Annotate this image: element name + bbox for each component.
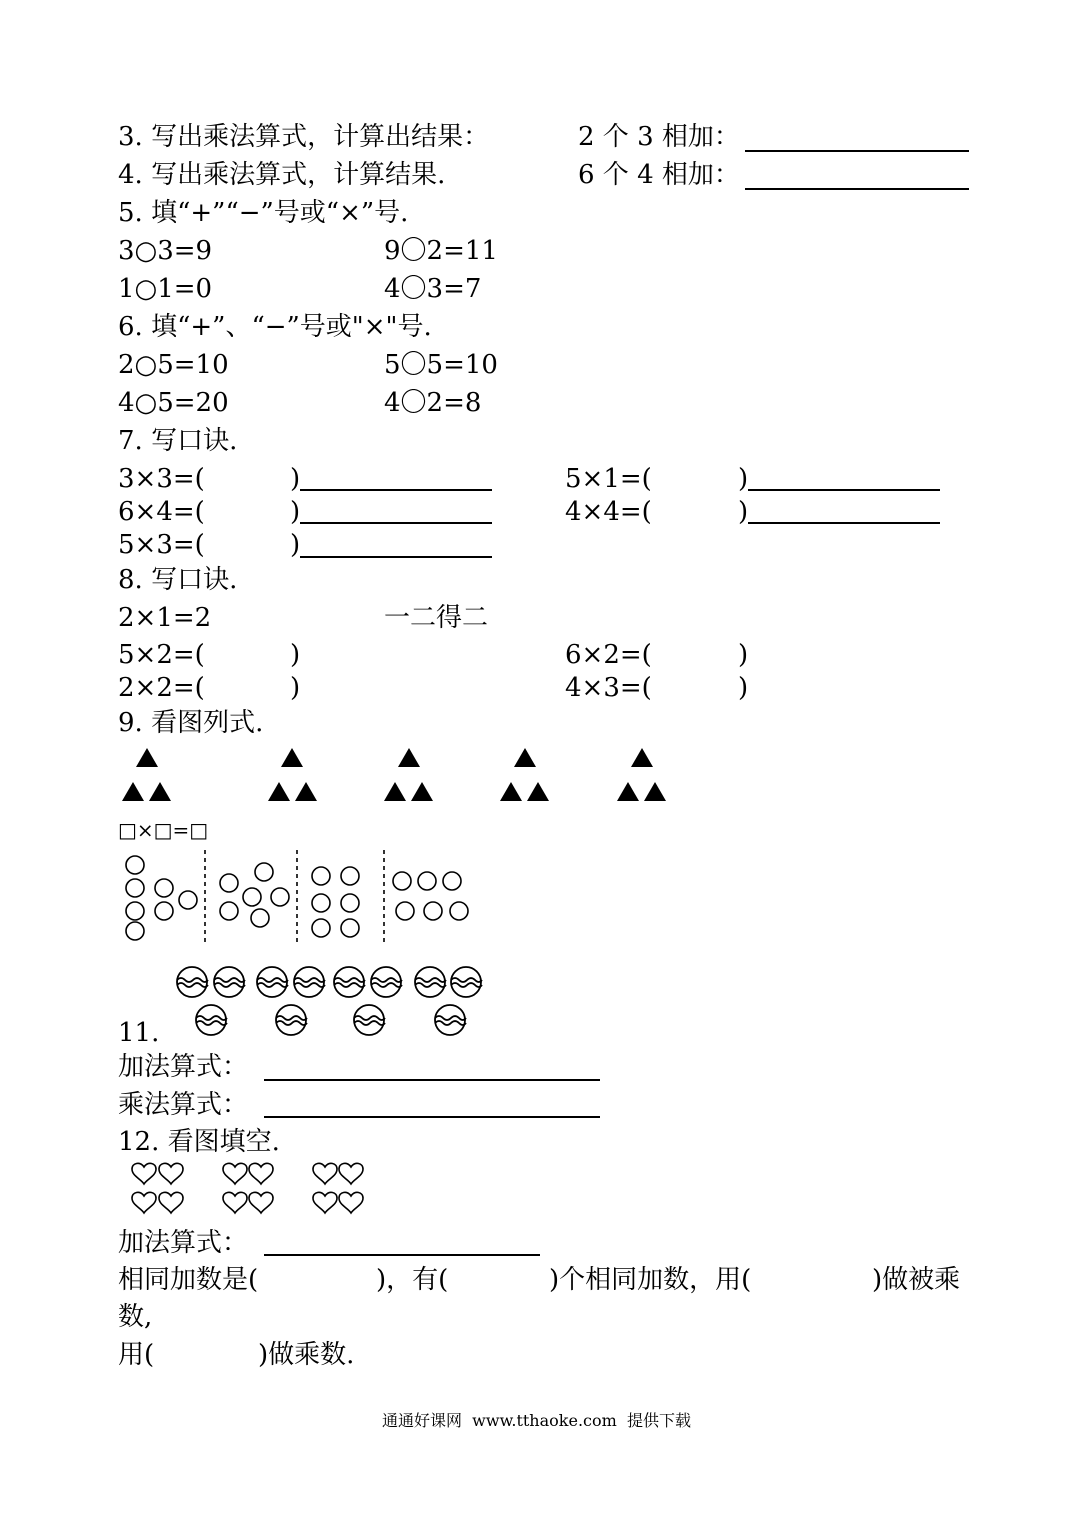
q9-formula: □×□=□: [118, 818, 209, 842]
q12-sentence-part: 相同加数是(: [118, 1265, 259, 1295]
q7-answer-line[interactable]: [300, 489, 492, 491]
ball-group-icon: [334, 967, 402, 1035]
q7-close-paren: ): [290, 497, 301, 527]
triangle-group-icon: [500, 748, 549, 801]
q12-title: 12. 看图填空.: [118, 1127, 280, 1157]
q7-close-paren: ): [738, 497, 749, 527]
circle-group-icon: [220, 863, 289, 927]
q12-add-label: 加法算式：: [118, 1228, 249, 1258]
q8-item: 6×2=(: [565, 640, 652, 670]
q11-add-label: 加法算式：: [118, 1052, 249, 1082]
ball-group-icon: [177, 967, 245, 1035]
q11-mul-answer-line[interactable]: [264, 1116, 600, 1118]
triangle-group-icon: [122, 748, 171, 801]
q12-sentence-part: )，有(: [376, 1265, 449, 1295]
q5-title: 5. 填“+”“−”号或“×”号.: [118, 198, 409, 228]
q7-title: 7. 写口诀.: [118, 426, 238, 456]
q7-item: 6×4=(: [118, 497, 205, 527]
q3-answer-line[interactable]: [745, 150, 969, 152]
q5-item: 3○3=9: [118, 236, 213, 266]
triangle-group-icon: [617, 748, 666, 801]
heart-group-icon: [223, 1163, 273, 1213]
q9-title: 9. 看图列式.: [118, 708, 264, 738]
q8-title: 8. 写口诀.: [118, 565, 238, 595]
q11-mul-label: 乘法算式：: [118, 1090, 249, 1120]
q11-add-answer-line[interactable]: [264, 1079, 600, 1081]
circle-group-icon: [126, 856, 197, 940]
q7-item: 5×3=(: [118, 530, 205, 560]
triangle-group-icon: [268, 748, 317, 801]
q4-answer-line[interactable]: [745, 188, 969, 190]
q7-close-paren: ): [290, 530, 301, 560]
q3-prompt: 2 个 3 相加：: [578, 122, 740, 152]
q9-triangles: [0, 742, 700, 810]
q8-close-paren: ): [738, 640, 749, 670]
q12-sentence-part: 用(: [118, 1340, 155, 1370]
q7-answer-line[interactable]: [300, 556, 492, 558]
q6-item: 4○5=20: [118, 388, 229, 418]
q12-sentence-part: )个相同加数，用(: [549, 1265, 752, 1295]
q12-add-answer-line[interactable]: [264, 1254, 540, 1256]
q10-circles-figure: [0, 845, 480, 955]
heart-group-icon: [313, 1163, 363, 1213]
q4-title: 4. 写出乘法算式，计算结果.: [118, 160, 446, 190]
q12-sentence-part: 数,: [118, 1302, 153, 1332]
q3-title: 3. 写出乘法算式，计算出结果：: [118, 122, 490, 152]
q7-close-paren: ): [738, 464, 749, 494]
q8-item: 4×3=(: [565, 673, 652, 703]
ball-group-icon: [415, 967, 482, 1035]
q8-close-paren: ): [290, 640, 301, 670]
q12-sentence-part: )做乘数.: [258, 1340, 355, 1370]
q7-item: 5×1=(: [565, 464, 652, 494]
q8-item: 2×2=(: [118, 673, 205, 703]
q4-prompt: 6 个 4 相加：: [578, 160, 740, 190]
q8-example-equation: 2×1=2: [118, 603, 212, 633]
q11-number: 11.: [118, 1018, 160, 1048]
heart-group-icon: [132, 1163, 183, 1213]
q7-item: 4×4=(: [565, 497, 652, 527]
triangle-group-icon: [384, 748, 433, 801]
q7-answer-line[interactable]: [748, 489, 940, 491]
q7-close-paren: ): [290, 464, 301, 494]
q8-close-paren: ): [290, 673, 301, 703]
footer-text: 通通好课网 www.tthaoke.com 提供下载: [382, 1411, 691, 1430]
circle-group-icon: [393, 872, 468, 920]
q5-item: 1○1=0: [118, 274, 213, 304]
q5-item: 4〇3=7: [384, 274, 482, 304]
q6-item: 2○5=10: [118, 350, 229, 380]
q8-item: 5×2=(: [118, 640, 205, 670]
q7-answer-line[interactable]: [748, 522, 940, 524]
q6-title: 6. 填“+”、“−”号或"×"号.: [118, 312, 432, 342]
q12-hearts-figure: [0, 1158, 400, 1222]
q7-item: 3×3=(: [118, 464, 205, 494]
circle-group-icon: [312, 867, 359, 937]
q12-sentence-part: )做被乘: [872, 1265, 961, 1295]
ball-group-icon: [257, 967, 325, 1035]
q5-item: 9〇2=11: [384, 236, 498, 266]
q6-item: 5〇5=10: [384, 350, 498, 380]
q8-example-rhyme: 一二得二: [384, 603, 489, 633]
q6-item: 4〇2=8: [384, 388, 482, 418]
q7-answer-line[interactable]: [300, 522, 492, 524]
q11-balls-figure: [0, 962, 500, 1042]
q8-close-paren: ): [738, 673, 749, 703]
